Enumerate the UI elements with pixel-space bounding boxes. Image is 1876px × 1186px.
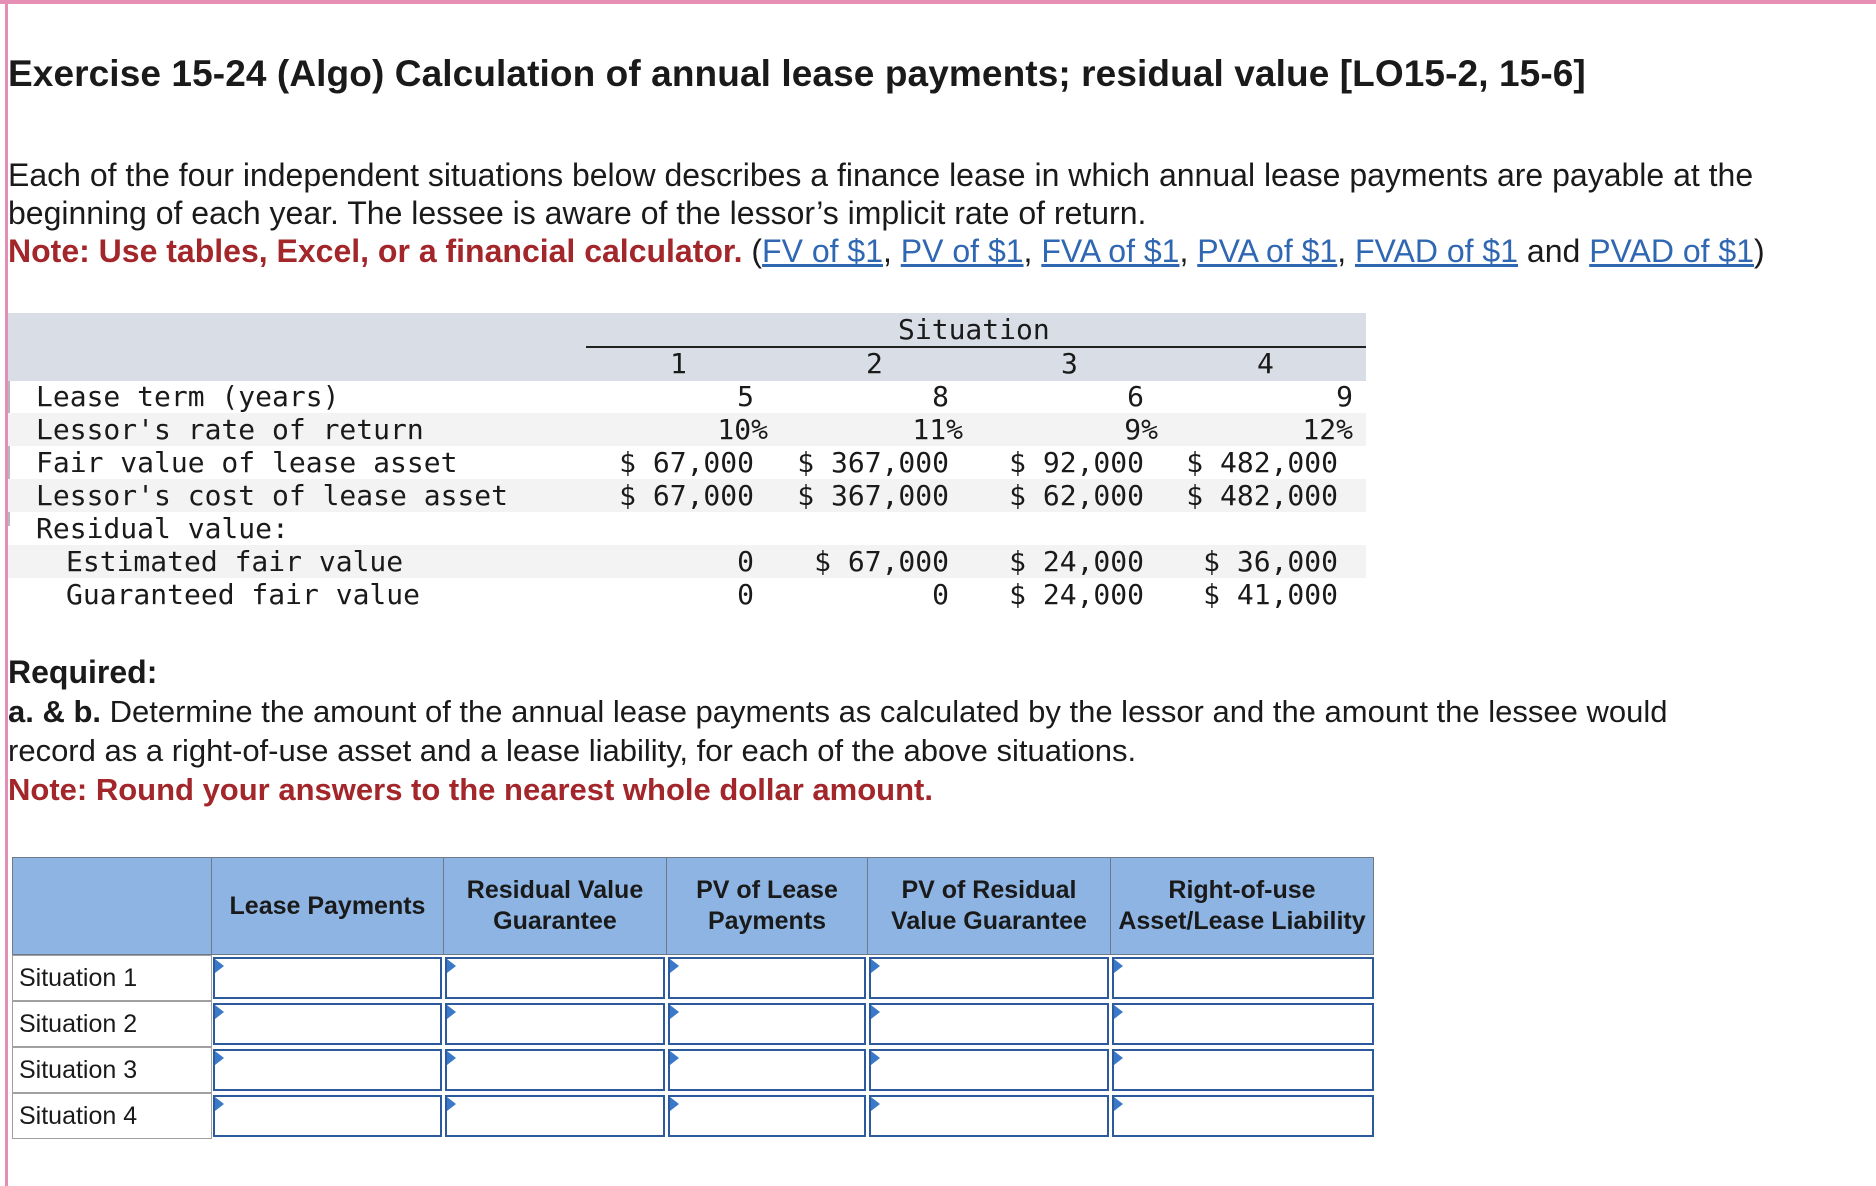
value-cell: 6	[1127, 380, 1144, 413]
value-cell: $ 482,000	[1186, 446, 1338, 479]
input-cell	[668, 1003, 866, 1045]
intro-text	[8, 156, 1858, 270]
header-pv-residual-value-guarantee: PV of Residual Value Guarantee	[867, 857, 1111, 955]
and-word: and	[1518, 233, 1590, 269]
required-line-2: record as a right-of-use asset and a lease liability, for each of the above situations.	[8, 733, 1137, 768]
lease-payments-input-situation-4[interactable]	[215, 1097, 440, 1135]
input-cell	[1112, 957, 1374, 999]
input-cell	[213, 1003, 442, 1045]
value-cell: $ 24,000	[1009, 545, 1144, 578]
value-cell: $ 36,000	[1203, 545, 1338, 578]
input-cell	[1112, 1049, 1374, 1091]
link-pva-of-1[interactable]: PVA of $1	[1197, 233, 1338, 269]
value-cell: 8	[932, 380, 949, 413]
input-cell	[668, 957, 866, 999]
table-row	[8, 512, 1366, 545]
separator: ,	[883, 233, 901, 269]
value-cell: $ 92,000	[1009, 446, 1144, 479]
column-header-1: 1	[670, 347, 687, 380]
value-cell: 0	[737, 578, 754, 611]
required-prefix: a. & b.	[8, 694, 102, 729]
value-cell: 0	[932, 578, 949, 611]
intro-note-line	[8, 232, 1858, 270]
input-cell	[445, 1095, 665, 1137]
input-cell	[869, 1003, 1109, 1045]
pv-residual-value-guarantee-input-situation-3[interactable]	[871, 1051, 1107, 1089]
value-cell: $ 67,000	[619, 479, 754, 512]
table-row	[8, 545, 1366, 578]
situation-header-rule	[586, 346, 1366, 348]
required-heading: Required:	[8, 654, 158, 690]
row-label-situation-4: Situation 4	[12, 1093, 212, 1139]
input-cell	[869, 957, 1109, 999]
row-label: Lease term (years)	[36, 380, 340, 413]
value-cell: $ 62,000	[1009, 479, 1144, 512]
calculator-note: Note: Use tables, Excel, or a financial calculator.	[8, 233, 743, 269]
input-cell	[445, 1003, 665, 1045]
table-row	[8, 380, 1366, 413]
value-cell: $ 67,000	[619, 446, 754, 479]
table-row	[8, 413, 1366, 446]
residual-value-guarantee-input-situation-3[interactable]	[447, 1051, 663, 1089]
row-label: Lessor's cost of lease asset	[36, 479, 509, 512]
column-header-3: 3	[1061, 347, 1078, 380]
separator: ,	[1023, 233, 1042, 269]
row-label: Estimated fair value	[66, 545, 404, 578]
situation-group-header: Situation	[898, 313, 1050, 346]
required-section	[8, 653, 1858, 809]
lease-payments-input-situation-2[interactable]	[215, 1005, 440, 1043]
value-cell: 10%	[717, 413, 768, 446]
value-cell: 11%	[912, 413, 963, 446]
input-cell	[668, 1095, 866, 1137]
value-cell: $ 41,000	[1203, 578, 1338, 611]
pv-residual-value-guarantee-input-situation-2[interactable]	[871, 1005, 1107, 1043]
situation-table	[8, 313, 1366, 618]
value-cell: 0	[737, 545, 754, 578]
header-pv-lease-payments: PV of Lease Payments	[666, 857, 868, 955]
table-row	[8, 479, 1366, 512]
pv-residual-value-guarantee-input-situation-1[interactable]	[871, 959, 1107, 997]
header-residual-value-guarantee: Residual Value Guarantee	[443, 857, 667, 955]
table-row	[8, 578, 1366, 611]
input-cell	[213, 1049, 442, 1091]
value-cell: 9%	[1124, 413, 1158, 446]
table-row	[8, 446, 1366, 479]
close-paren: )	[1754, 233, 1765, 269]
intro-line-2: beginning of each year. The lessee is aware of the lessor’s implicit rate of return.	[8, 195, 1147, 231]
row-label: Lessor's rate of return	[36, 413, 424, 446]
link-fv-of-1[interactable]: FV of $1	[762, 233, 883, 269]
pv-lease-payments-input-situation-4[interactable]	[670, 1097, 864, 1135]
right-of-use-asset-input-situation-2[interactable]	[1114, 1005, 1372, 1043]
required-line-1	[8, 692, 1858, 731]
row-label: Residual value:	[36, 512, 289, 545]
answer-grid	[12, 857, 1374, 1142]
lease-payments-input-situation-1[interactable]	[215, 959, 440, 997]
input-cell	[213, 957, 442, 999]
grid-corner-header	[12, 857, 212, 955]
right-of-use-asset-input-situation-1[interactable]	[1114, 959, 1372, 997]
separator: ,	[1179, 233, 1198, 269]
pv-lease-payments-input-situation-2[interactable]	[670, 1005, 864, 1043]
residual-value-guarantee-input-situation-4[interactable]	[447, 1097, 663, 1135]
lease-payments-input-situation-3[interactable]	[215, 1051, 440, 1089]
row-label: Guaranteed fair value	[66, 578, 421, 611]
right-of-use-asset-input-situation-4[interactable]	[1114, 1097, 1372, 1135]
right-of-use-asset-input-situation-3[interactable]	[1114, 1051, 1372, 1089]
row-label-situation-2: Situation 2	[12, 1001, 212, 1047]
value-cell: 12%	[1302, 413, 1353, 446]
link-pvad-of-1[interactable]: PVAD of $1	[1589, 233, 1755, 269]
link-fvad-of-1[interactable]: FVAD of $1	[1354, 233, 1519, 269]
row-label-situation-1: Situation 1	[12, 955, 212, 1001]
pv-lease-payments-input-situation-1[interactable]	[670, 959, 864, 997]
column-header-4: 4	[1257, 347, 1274, 380]
header-right-of-use-asset-lease-liability: Right-of-use Asset/Lease Liability	[1110, 857, 1374, 955]
frame-top-border	[0, 0, 1876, 4]
required-text-1: Determine the amount of the annual lease payments as calculated by the lessor and the amount the lessee would	[101, 694, 1668, 729]
input-cell	[869, 1095, 1109, 1137]
input-cell	[213, 1095, 442, 1137]
value-cell: $ 367,000	[797, 446, 949, 479]
input-cell	[668, 1049, 866, 1091]
input-cell	[1112, 1003, 1374, 1045]
link-fva-of-1[interactable]: FVA of $1	[1041, 233, 1180, 269]
pv-lease-payments-input-situation-3[interactable]	[670, 1051, 864, 1089]
value-cell: 9	[1336, 380, 1353, 413]
input-cell	[445, 1049, 665, 1091]
input-cell	[1112, 1095, 1374, 1137]
link-pv-of-1[interactable]: PV of $1	[900, 233, 1024, 269]
input-cell	[869, 1049, 1109, 1091]
value-cell: $ 67,000	[814, 545, 949, 578]
value-cell: $ 367,000	[797, 479, 949, 512]
value-cell: $ 482,000	[1186, 479, 1338, 512]
header-lease-payments: Lease Payments	[211, 857, 444, 955]
input-cell	[445, 957, 665, 999]
open-paren: (	[742, 233, 763, 269]
exercise-title: Exercise 15-24 (Algo) Calculation of annual lease payments; residual value [LO15-2, 15-6]	[8, 53, 1586, 94]
separator: ,	[1337, 233, 1355, 269]
residual-value-guarantee-input-situation-2[interactable]	[447, 1005, 663, 1043]
pv-residual-value-guarantee-input-situation-4[interactable]	[871, 1097, 1107, 1135]
value-cell: 5	[737, 380, 754, 413]
intro-line-1: Each of the four independent situations below describes a finance lease in which annual lease payments are payable at the	[8, 157, 1754, 193]
row-label: Fair value of lease asset	[36, 446, 458, 479]
residual-value-guarantee-input-situation-1[interactable]	[447, 959, 663, 997]
row-label-situation-3: Situation 3	[12, 1047, 212, 1093]
column-header-2: 2	[866, 347, 883, 380]
value-cell: $ 24,000	[1009, 578, 1144, 611]
rounding-note: Note: Round your answers to the nearest whole dollar amount.	[8, 772, 933, 807]
